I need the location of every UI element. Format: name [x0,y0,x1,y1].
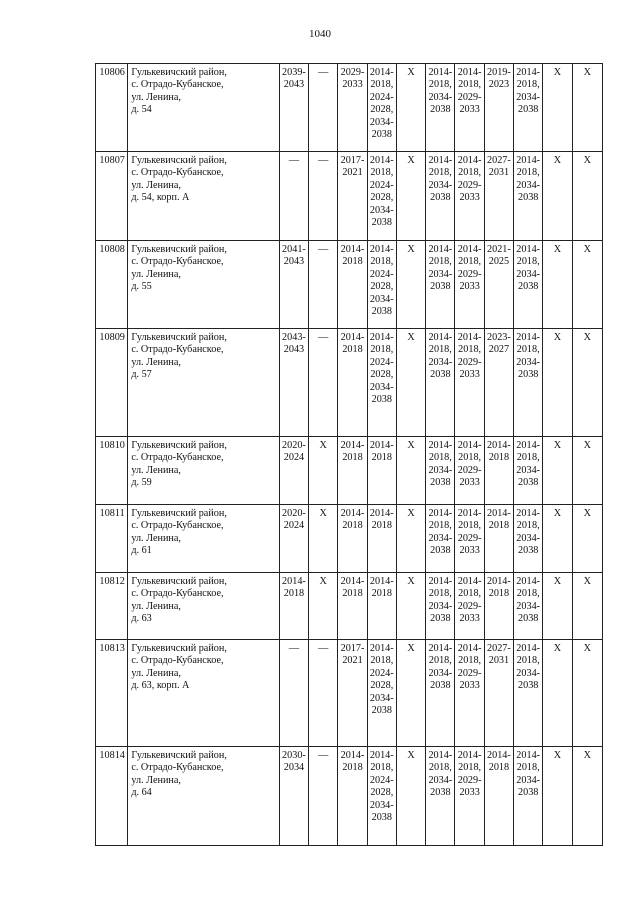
period-cell-10: X [543,505,572,573]
table-row [96,152,603,241]
period-cell-5: X [396,640,425,747]
address-cell: Гулькевичский район, с. Отрадо-Кубанское, ул. Ленина, д. 64 [128,747,279,846]
period-cell-4: 2014- 2018, 2024- 2028, 2034- 2038 [367,152,396,241]
registry-table [95,63,603,846]
period-cell-5: X [396,437,425,505]
period-cell-3: 2014- 2018 [338,573,367,640]
period-cell-11: X [572,241,602,329]
period-cell-11: X [572,152,602,241]
table-row [96,573,603,640]
period-cell-2: — [309,64,338,152]
period-cell-8: 2027- 2031 [484,152,513,241]
period-cell-9: 2014- 2018, 2034- 2038 [514,329,543,437]
period-cell-7: 2014- 2018, 2029- 2033 [455,437,484,505]
period-cell-2: — [309,640,338,747]
period-cell-8: 2014- 2018 [484,437,513,505]
period-cell-6: 2014- 2018, 2034- 2038 [426,505,455,573]
period-cell-2: — [309,747,338,846]
period-cell-3: 2017- 2021 [338,152,367,241]
row-number: 10812 [96,573,128,640]
period-cell-6: 2014- 2018, 2034- 2038 [426,640,455,747]
period-cell-10: X [543,437,572,505]
period-cell-1: 2030- 2034 [279,747,308,846]
table-row [96,329,603,437]
period-cell-7: 2014- 2018, 2029- 2033 [455,64,484,152]
row-number: 10809 [96,329,128,437]
period-cell-10: X [543,64,572,152]
period-cell-11: X [572,329,602,437]
period-cell-3: 2014- 2018 [338,505,367,573]
period-cell-5: X [396,152,425,241]
period-cell-8: 2019- 2023 [484,64,513,152]
period-cell-3: 2014- 2018 [338,437,367,505]
address-cell: Гулькевичский район, с. Отрадо-Кубанское, ул. Ленина, д. 59 [128,437,279,505]
row-number: 10814 [96,747,128,846]
period-cell-8: 2027- 2031 [484,640,513,747]
period-cell-7: 2014- 2018, 2029- 2033 [455,640,484,747]
address-cell: Гулькевичский район, с. Отрадо-Кубанское, ул. Ленина, д. 63, корп. А [128,640,279,747]
period-cell-4: 2014- 2018, 2024- 2028, 2034- 2038 [367,64,396,152]
row-number: 10807 [96,152,128,241]
address-cell: Гулькевичский район, с. Отрадо-Кубанское, ул. Ленина, д. 57 [128,329,279,437]
row-number: 10811 [96,505,128,573]
period-cell-7: 2014- 2018, 2029- 2033 [455,241,484,329]
period-cell-1: 2041- 2043 [279,241,308,329]
period-cell-4: 2014- 2018, 2024- 2028, 2034- 2038 [367,747,396,846]
period-cell-3: 2014- 2018 [338,241,367,329]
period-cell-11: X [572,505,602,573]
period-cell-7: 2014- 2018, 2029- 2033 [455,505,484,573]
period-cell-5: X [396,64,425,152]
table-row [96,437,603,505]
period-cell-4: 2014- 2018, 2024- 2028, 2034- 2038 [367,329,396,437]
table-row [96,505,603,573]
period-cell-11: X [572,437,602,505]
period-cell-10: X [543,152,572,241]
period-cell-9: 2014- 2018, 2034- 2038 [514,505,543,573]
period-cell-10: X [543,573,572,640]
period-cell-11: X [572,747,602,846]
period-cell-6: 2014- 2018, 2034- 2038 [426,152,455,241]
period-cell-10: X [543,747,572,846]
period-cell-11: X [572,640,602,747]
period-cell-1: — [279,152,308,241]
table-row [96,64,603,152]
period-cell-5: X [396,329,425,437]
address-cell: Гулькевичский район, с. Отрадо-Кубанское, ул. Ленина, д. 63 [128,573,279,640]
row-number: 10810 [96,437,128,505]
period-cell-6: 2014- 2018, 2034- 2038 [426,747,455,846]
period-cell-10: X [543,640,572,747]
period-cell-11: X [572,64,602,152]
period-cell-3: 2014- 2018 [338,329,367,437]
period-cell-9: 2014- 2018, 2034- 2038 [514,241,543,329]
period-cell-2: — [309,241,338,329]
row-number: 10813 [96,640,128,747]
period-cell-10: X [543,329,572,437]
period-cell-2: — [309,152,338,241]
period-cell-3: 2017- 2021 [338,640,367,747]
table-row [96,747,603,846]
period-cell-8: 2014- 2018 [484,573,513,640]
period-cell-9: 2014- 2018, 2034- 2038 [514,747,543,846]
period-cell-1: 2014- 2018 [279,573,308,640]
row-number: 10808 [96,241,128,329]
address-cell: Гулькевичский район, с. Отрадо-Кубанское, ул. Ленина, д. 54, корп. А [128,152,279,241]
address-cell: Гулькевичский район, с. Отрадо-Кубанское, ул. Ленина, д. 54 [128,64,279,152]
period-cell-8: 2014- 2018 [484,505,513,573]
period-cell-9: 2014- 2018, 2034- 2038 [514,152,543,241]
period-cell-1: 2020- 2024 [279,437,308,505]
period-cell-4: 2014- 2018 [367,505,396,573]
period-cell-2: X [309,573,338,640]
period-cell-5: X [396,241,425,329]
period-cell-9: 2014- 2018, 2034- 2038 [514,64,543,152]
period-cell-10: X [543,241,572,329]
table-row [96,640,603,747]
period-cell-4: 2014- 2018, 2024- 2028, 2034- 2038 [367,241,396,329]
period-cell-8: 2021- 2025 [484,241,513,329]
period-cell-1: 2043- 2043 [279,329,308,437]
address-cell: Гулькевичский район, с. Отрадо-Кубанское, ул. Ленина, д. 55 [128,241,279,329]
period-cell-7: 2014- 2018, 2029- 2033 [455,329,484,437]
period-cell-5: X [396,747,425,846]
period-cell-8: 2023- 2027 [484,329,513,437]
period-cell-8: 2014- 2018 [484,747,513,846]
address-cell: Гулькевичский район, с. Отрадо-Кубанское, ул. Ленина, д. 61 [128,505,279,573]
period-cell-3: 2029- 2033 [338,64,367,152]
period-cell-6: 2014- 2018, 2034- 2038 [426,437,455,505]
period-cell-9: 2014- 2018, 2034- 2038 [514,437,543,505]
row-number: 10806 [96,64,128,152]
period-cell-4: 2014- 2018 [367,573,396,640]
period-cell-2: X [309,505,338,573]
period-cell-4: 2014- 2018, 2024- 2028, 2034- 2038 [367,640,396,747]
period-cell-2: — [309,329,338,437]
period-cell-11: X [572,573,602,640]
period-cell-6: 2014- 2018, 2034- 2038 [426,573,455,640]
period-cell-5: X [396,573,425,640]
period-cell-3: 2014- 2018 [338,747,367,846]
period-cell-7: 2014- 2018, 2029- 2033 [455,573,484,640]
page-number: 1040 [309,28,331,40]
table-row [96,241,603,329]
period-cell-7: 2014- 2018, 2029- 2033 [455,152,484,241]
period-cell-1: 2039- 2043 [279,64,308,152]
period-cell-6: 2014- 2018, 2034- 2038 [426,64,455,152]
period-cell-1: 2020- 2024 [279,505,308,573]
period-cell-1: — [279,640,308,747]
period-cell-6: 2014- 2018, 2034- 2038 [426,241,455,329]
period-cell-9: 2014- 2018, 2034- 2038 [514,640,543,747]
period-cell-7: 2014- 2018, 2029- 2033 [455,747,484,846]
period-cell-6: 2014- 2018, 2034- 2038 [426,329,455,437]
period-cell-9: 2014- 2018, 2034- 2038 [514,573,543,640]
period-cell-5: X [396,505,425,573]
period-cell-4: 2014- 2018 [367,437,396,505]
period-cell-2: X [309,437,338,505]
